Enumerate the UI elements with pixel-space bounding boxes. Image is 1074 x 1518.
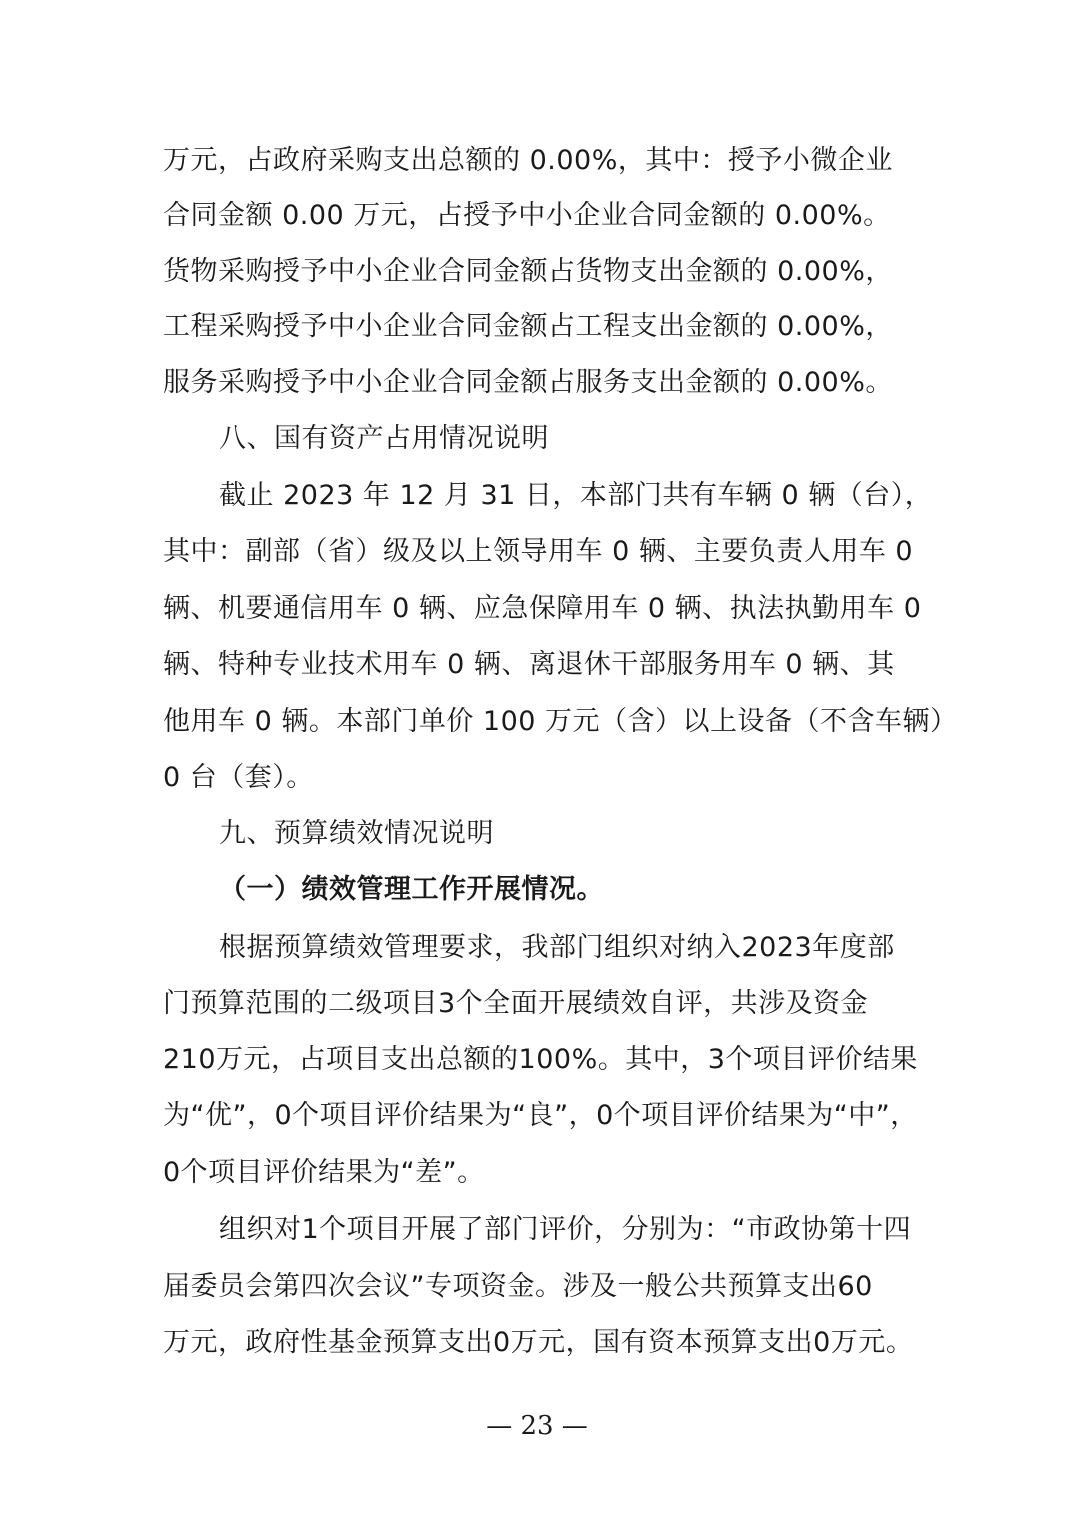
- text-line: 为“优”，0个项目评价结果为“良”，0个项目评价结果为“中”，: [163, 1100, 918, 1131]
- subsection-heading: （一）绩效管理工作开展情况。: [219, 874, 604, 905]
- text-line: 组织对1个项目开展了部门评价，分别为：“市政协第十四: [219, 1214, 912, 1245]
- text-line: 万元，政府性基金预算支出0万元，国有资本预算支出0万元。: [163, 1327, 914, 1358]
- text-line: 他用车 0 辆。本部门单价 100 万元（含）以上设备（不含车辆）: [163, 706, 958, 737]
- text-line: 210万元，占项目支出总额的100%。其中，3个项目评价结果: [163, 1044, 918, 1075]
- text-line: 截止 2023 年 12 月 31 日，本部门共有车辆 0 辆（台），: [219, 480, 933, 511]
- section-heading: 九、预算绩效情况说明: [219, 818, 494, 849]
- section-heading: 八、国有资产占用情况说明: [219, 423, 549, 454]
- text-line: 0 台（套）。: [163, 762, 314, 793]
- text-line: 万元，占政府采购支出总额的 0.00%，其中：授予小微企业: [163, 145, 893, 176]
- text-line: 服务采购授予中小企业合同金额占服务支出金额的 0.00%。: [163, 367, 893, 398]
- text-line: 辆、特种专业技术用车 0 辆、离退休干部服务用车 0 辆、其: [163, 649, 895, 680]
- page-number: — 23 —: [486, 1411, 588, 1441]
- text-line: 工程采购授予中小企业合同金额占工程支出金额的 0.00%，: [163, 311, 893, 342]
- text-line: 根据预算绩效管理要求，我部门组织对纳入2023年度部: [219, 932, 895, 963]
- text-line: 0个项目评价结果为“差”。: [163, 1157, 485, 1188]
- text-line: 合同金额 0.00 万元，占授予中小企业合同金额的 0.00%。: [163, 200, 891, 231]
- text-line: 届委员会第四次会议”专项资金。涉及一般公共预算支出60: [163, 1271, 873, 1302]
- text-line: 辆、机要通信用车 0 辆、应急保障用车 0 辆、执法执勤用车 0: [163, 593, 922, 624]
- text-line: 其中：副部（省）级及以上领导用车 0 辆、主要负责人用车 0: [163, 536, 914, 567]
- text-line: 货物采购授予中小企业合同金额占货物支出金额的 0.00%，: [163, 256, 893, 287]
- text-line: 门预算范围的二级项目3个全面开展绩效自评，共涉及资金: [163, 988, 869, 1019]
